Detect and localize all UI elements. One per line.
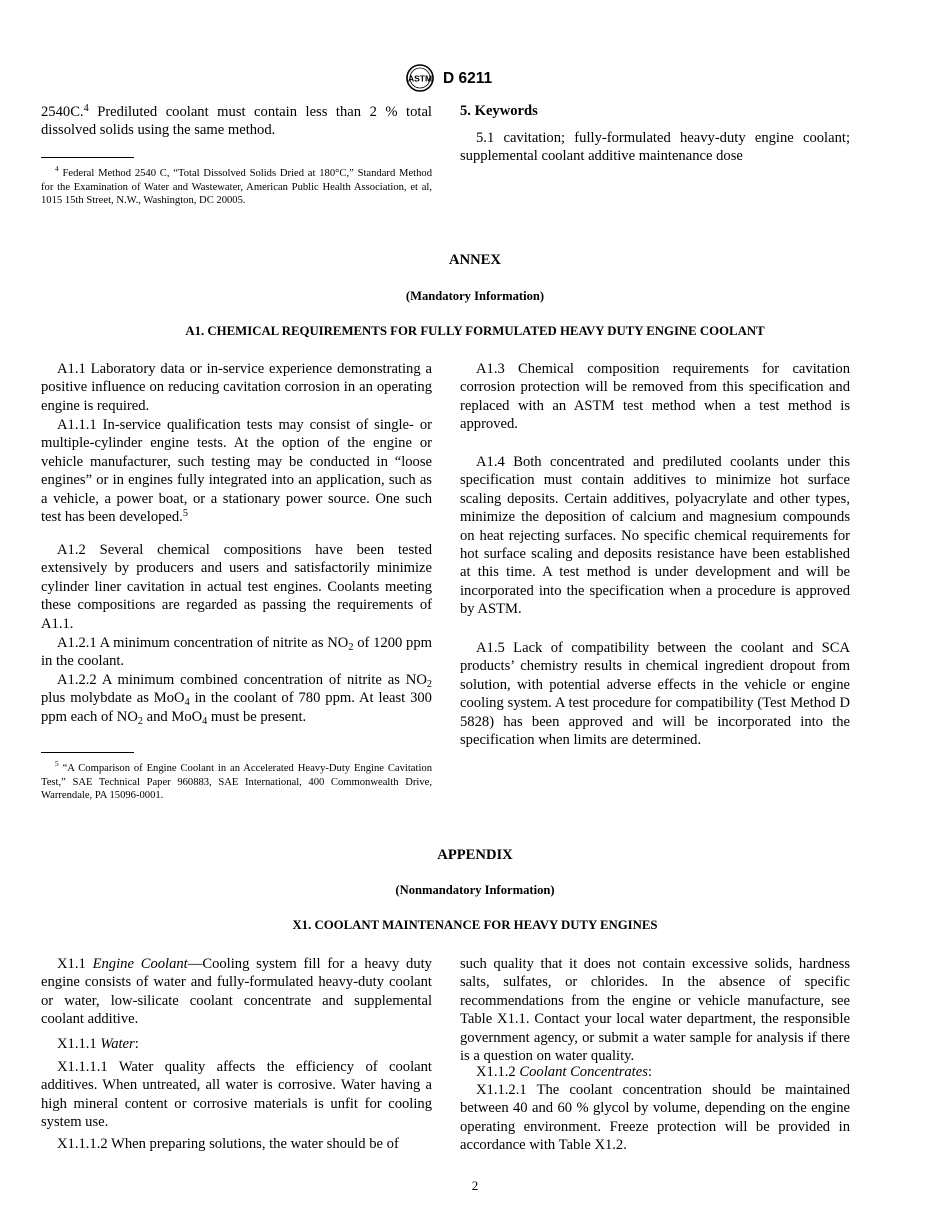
para-a1-2-1: A1.2.1 A minimum concentration of nitrite as $NO_2$ of 1200 ppm in the coolant. xyxy=(41,635,432,670)
footnote-rule xyxy=(41,752,134,753)
annex-title: ANNEX xyxy=(449,252,501,268)
para-x1-1-1-2-cont: such quality that it does not contain excessive solids, hardness salts, sulfates, or chlorides. In the absence of specific recommendations from the engine or vehicle manufacture, see Table X1.1. Contact your local water department, the responsible government agency, or submit a water sample for analysis if there is a question on water quality. xyxy=(460,956,850,1065)
para-x1-1-1-2-start: X1.1.1.2 When preparing solutions, the water should be of xyxy=(57,1136,399,1152)
para-x1-1-2-1: X1.1.2.1 The coolant concentration should be maintained between 40 and 60 % glycol by volume, depending on the engine operating environment. Freeze protection will be provided in accordance with Table X1.2. xyxy=(460,1082,850,1154)
footnote-4: $^4$ Federal Method 2540 C, “Total Dissolved Solids Dried at 180°C,” Standard Method for the Examination of Water and Wastewater, American Public Health Association, et al, 1015 15th Street, N.W., Washington, DC 20005. xyxy=(41,164,432,207)
appendix-title: APPENDIX xyxy=(437,847,513,863)
para-a1-5: A1.5 Lack of compatibility between the coolant and SCA products’ chemistry results in chemical ingredient dropout from solution, with potential adverse effects in the vehicle or engine cooling system. A test procedure for compatibility (Test Method D 5828) has been approved and will be incorporated into the specification when limits are determined. xyxy=(460,640,850,749)
para-x1-1-2: X1.1.2 Coolant Concentrates: xyxy=(476,1064,652,1080)
appendix-section-title: X1. COOLANT MAINTENANCE FOR HEAVY DUTY ENGINES xyxy=(292,918,658,932)
para-a1-3: A1.3 Chemical composition requirements for cavitation corrosion protection will be removed from this specification and replaced with an ASTM test method when a test method is approved. xyxy=(460,361,850,433)
astm-logo-icon xyxy=(402,63,438,98)
footnote-rule xyxy=(41,157,134,158)
svg-text:ASTM: ASTM xyxy=(407,73,433,84)
page-number: 2 xyxy=(471,1178,479,1193)
solids-requirement-paragraph: 2540C.$^4$ Prediluted coolant must contain less than 2 % total dissolved solids using the same method. xyxy=(41,103,432,139)
para-a1-1: A1.1 Laboratory data or in-service experience demonstrating a positive influence on reducing cavitation corrosion in an operating engine is required. xyxy=(41,361,432,414)
para-a1-2-2: A1.2.2 A minimum combined concentration of nitrite as $NO_2$ plus molybdate as MoO$_4$ in the coolant of 780 ppm. At least 300 ppm each of $NO_2$ and MoO$_4$ must be present. xyxy=(41,672,432,727)
appendix-subtitle: (Nonmandatory Information) xyxy=(395,883,555,897)
keywords-text: 5.1 cavitation; fully-formulated heavy-duty engine coolant; supplemental coolant additive maintenance dose xyxy=(460,130,850,165)
document-designation: D 6211 xyxy=(443,70,493,87)
para-x1-1-1-1: X1.1.1.1 Water quality affects the efficiency of coolant additives. When untreated, all water is corrosive. Water having a high mineral content or corrosive materials is unfit for cooling system use. xyxy=(41,1059,432,1131)
para-x1-1-1: X1.1.1 Water: xyxy=(57,1036,139,1052)
annex-subtitle: (Mandatory Information) xyxy=(405,289,545,303)
footnote-5: $^5$ “A Comparison of Engine Coolant in an Accelerated Heavy-Duty Engine Cavitation Test,” SAE Technical Paper 960883, SAE International, 400 Commonwealth Drive, Warrendale, PA 15096-0001. xyxy=(41,759,432,802)
annex-section-title: A1. CHEMICAL REQUIREMENTS FOR FULLY FORMULATED HEAVY DUTY ENGINE COOLANT xyxy=(185,324,765,338)
para-a1-4: A1.4 Both concentrated and prediluted coolants under this specification must contain additives to minimize hot surface scaling deposits. Certain additives, polyacrylate and other types, minimize the deposition of calcium and magnesium compounds on heat rejecting surfaces. No specific chemical requirements for hot surface scaling and deposits resistance have been established at this time. A test method is under development and will be incorporated into the specification when a procedure is approved by ASTM. xyxy=(460,454,850,618)
para-a1-1-1: A1.1.1 In-service qualification tests may consist of single- or multiple-cylinder engine tests. At the option of the engine or vehicle manufacturer, such testing may be conducted in “loose engines” or in engines fully integrated into an application, such as a vehicle, a power boat, or a stationary power source. One such test has been developed.$^5$ xyxy=(41,417,432,526)
para-a1-2: A1.2 Several chemical compositions have been tested extensively by producers and users and satisfactorily minimize cylinder liner cavitation in actual test engines. Coolants meeting these compositions are regarded as passing the requirements of A1.1. xyxy=(41,542,432,632)
para-x1-1: X1.1 Engine Coolant—Cooling system fill for a heavy duty engine consists of water and fully-formulated heavy-duty coolant or water, low-silicate coolant concentrate and supplemental coolant additive. xyxy=(41,956,432,1028)
keywords-heading: 5. Keywords xyxy=(460,103,538,119)
